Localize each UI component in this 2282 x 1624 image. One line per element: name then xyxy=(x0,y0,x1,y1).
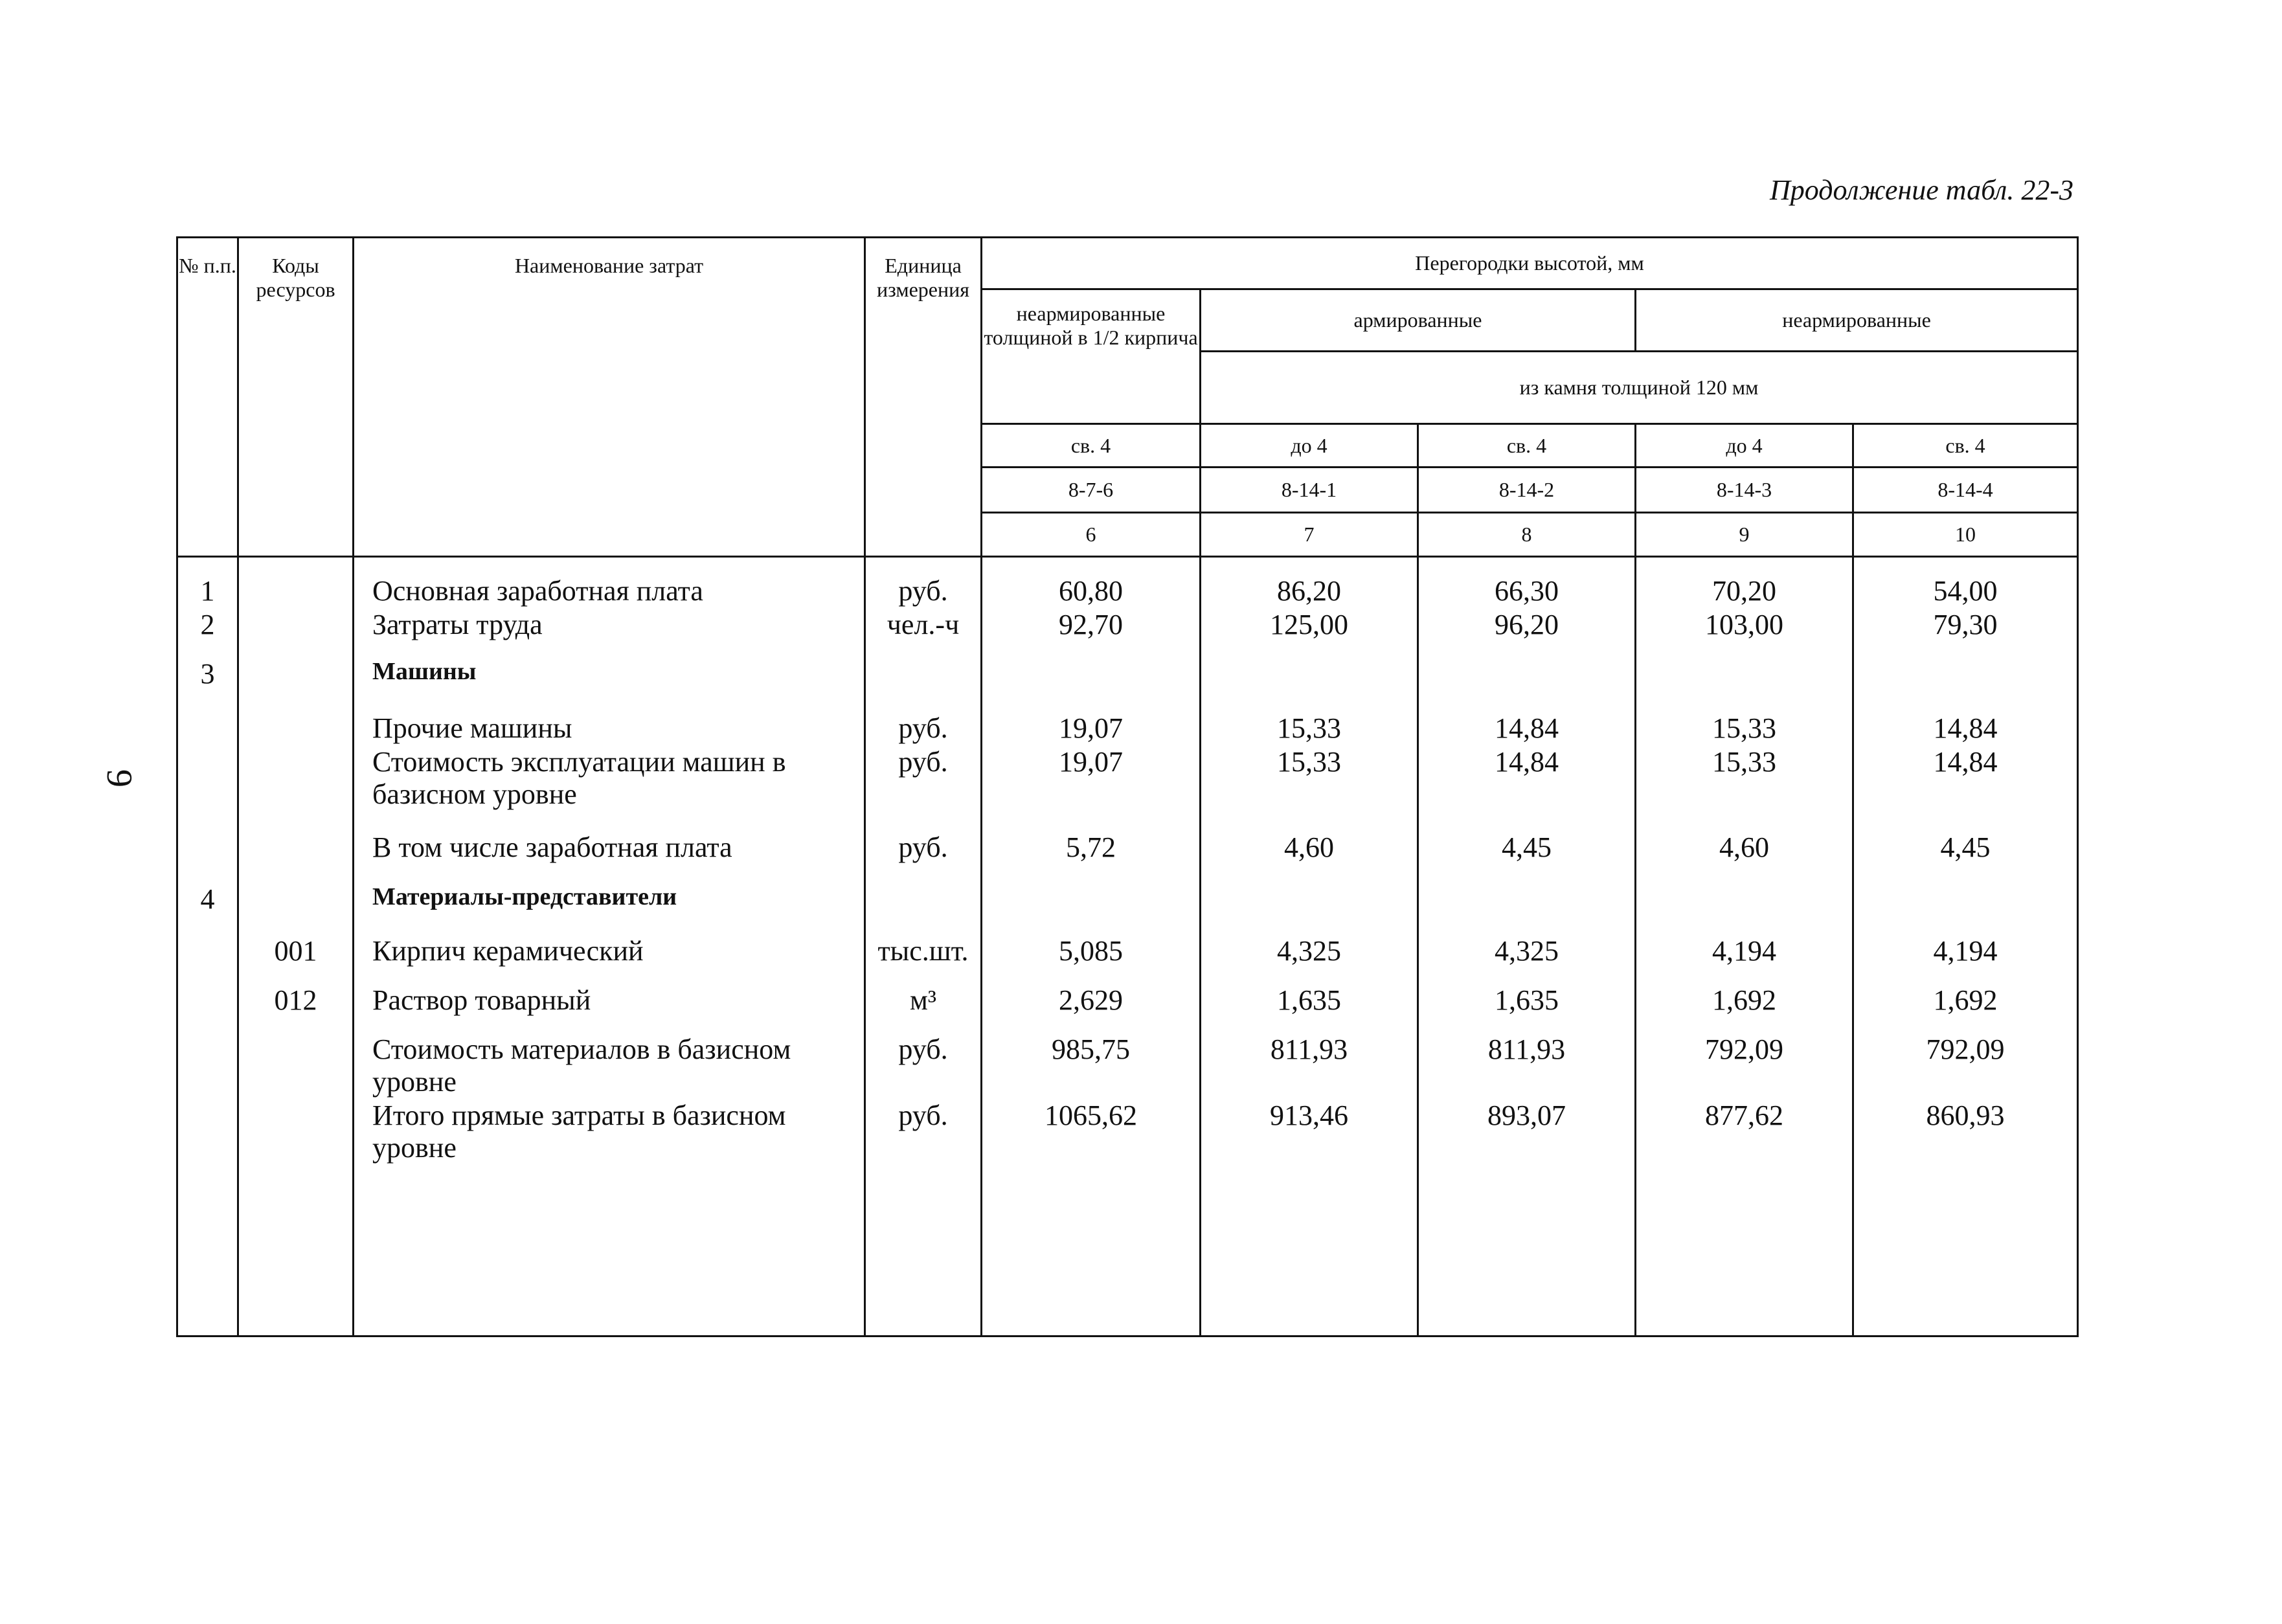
row-cost-name: Материалы-представители xyxy=(372,883,677,910)
row-unit: м³ xyxy=(909,984,937,1016)
row-value: 985,75 xyxy=(1052,1033,1130,1065)
header-group-title-text: Перегородки высотой, мм xyxy=(1415,251,1644,275)
header-code-8: 8-14-2 xyxy=(1418,468,1636,513)
row-value: 1,692 xyxy=(1933,984,1998,1016)
row-value: 86,20 xyxy=(1277,575,1341,607)
row-cost-name: Стоимость эксплуатации машин в xyxy=(372,746,786,778)
row-unit: руб. xyxy=(898,712,948,744)
header-num-label: № п.п. xyxy=(179,254,236,277)
row-value: 125,00 xyxy=(1270,609,1348,640)
row-resource-code: 001 xyxy=(274,935,317,967)
header-height-10: св. 4 xyxy=(1853,424,2078,468)
header-nonarmed-text: неармированные xyxy=(1782,308,1931,332)
row-value: 4,325 xyxy=(1277,935,1341,967)
header-colnum-10: 10 xyxy=(1853,513,2078,557)
body-code-column xyxy=(238,557,354,1336)
body-values-col-10 xyxy=(1853,557,2078,1336)
body-values-col-7 xyxy=(1201,557,1418,1336)
header-code-9: 8-14-3 xyxy=(1636,468,1853,513)
row-value: 4,194 xyxy=(1712,935,1776,967)
row-unit: тыс.шт. xyxy=(877,935,969,967)
row-cost-name-cont: уровне xyxy=(372,1132,457,1164)
body-num-column xyxy=(177,557,238,1336)
body-values-col-6 xyxy=(982,557,1201,1336)
header-height-7: до 4 xyxy=(1201,424,1418,468)
row-number: 2 xyxy=(200,609,215,640)
row-unit: руб. xyxy=(898,831,948,863)
header-colnum-7: 7 xyxy=(1201,513,1418,557)
row-value: 14,84 xyxy=(1495,712,1559,744)
header-unit xyxy=(865,238,982,557)
row-unit: руб. xyxy=(898,1033,948,1065)
row-value: 860,93 xyxy=(1926,1100,2005,1131)
header-col6-desc xyxy=(982,289,1201,424)
row-value: 14,84 xyxy=(1933,712,1998,744)
row-value: 877,62 xyxy=(1705,1100,1783,1131)
row-value: 913,46 xyxy=(1270,1100,1348,1131)
row-value: 60,80 xyxy=(1059,575,1123,607)
header-nonarmed xyxy=(1636,289,2078,352)
header-unit-label: Единица измерения xyxy=(877,254,969,301)
row-value: 14,84 xyxy=(1933,746,1998,778)
header-colnum-8: 8 xyxy=(1418,513,1636,557)
header-codes-label: Коды ресурсов xyxy=(256,254,335,301)
row-cost-name: Раствор товарный xyxy=(372,984,591,1016)
header-stone-text: из камня толщиной 120 мм xyxy=(1519,376,1759,400)
header-colnum-6: 6 xyxy=(982,513,1201,557)
row-value: 15,33 xyxy=(1712,712,1776,744)
resource-cost-table xyxy=(176,236,2079,1337)
row-value: 70,20 xyxy=(1712,575,1776,607)
row-cost-name: В том числе заработная плата xyxy=(372,831,732,863)
header-col6-desc-text: неармированные толщиной в 1/2 кирпича xyxy=(984,302,1198,349)
row-unit: руб. xyxy=(898,575,948,607)
row-value: 792,09 xyxy=(1926,1033,2005,1065)
header-group-title xyxy=(982,238,2078,289)
row-value: 4,60 xyxy=(1719,831,1769,863)
row-cost-name: Прочие машины xyxy=(372,712,572,744)
row-cost-name: Итого прямые затраты в базисном xyxy=(372,1100,786,1131)
header-name-label: Наименование затрат xyxy=(514,254,704,277)
header-code-6: 8-7-6 xyxy=(982,468,1201,513)
row-unit: руб. xyxy=(898,746,948,778)
row-value: 811,93 xyxy=(1487,1033,1566,1065)
row-cost-name-cont: уровне xyxy=(372,1066,457,1098)
header-name xyxy=(354,238,865,557)
header-num xyxy=(177,238,238,557)
row-cost-name-cont: базисном уровне xyxy=(372,778,577,810)
header-colnum-9: 9 xyxy=(1636,513,1853,557)
row-number: 4 xyxy=(200,883,215,915)
row-value: 15,33 xyxy=(1712,746,1776,778)
header-height-8: св. 4 xyxy=(1418,424,1636,468)
header-codes xyxy=(238,238,354,557)
row-value: 15,33 xyxy=(1277,746,1341,778)
row-value: 792,09 xyxy=(1705,1033,1783,1065)
row-value: 1065,62 xyxy=(1045,1100,1137,1131)
row-value: 4,45 xyxy=(1502,831,1552,863)
body-values-col-9 xyxy=(1636,557,1853,1336)
row-value: 1,692 xyxy=(1712,984,1776,1016)
row-value: 893,07 xyxy=(1487,1100,1566,1131)
row-value: 92,70 xyxy=(1059,609,1123,640)
header-armed-text: армированные xyxy=(1353,308,1482,332)
row-value: 4,45 xyxy=(1940,831,1991,863)
row-value: 79,30 xyxy=(1933,609,1998,640)
row-value: 19,07 xyxy=(1059,746,1123,778)
row-value: 14,84 xyxy=(1495,746,1559,778)
row-unit: руб. xyxy=(898,1100,948,1131)
row-cost-name: Стоимость материалов в базисном xyxy=(372,1033,791,1065)
header-stone xyxy=(1201,352,2078,424)
row-value: 66,30 xyxy=(1495,575,1559,607)
row-cost-name: Затраты труда xyxy=(372,609,543,640)
row-number: 3 xyxy=(200,658,215,690)
row-value: 19,07 xyxy=(1059,712,1123,744)
row-value: 811,93 xyxy=(1270,1033,1348,1065)
header-height-6: св. 4 xyxy=(982,424,1201,468)
header-armed xyxy=(1201,289,1636,352)
row-value: 5,085 xyxy=(1059,935,1123,967)
body-values-col-8 xyxy=(1418,557,1636,1336)
row-resource-code: 012 xyxy=(274,984,317,1016)
row-unit: чел.-ч xyxy=(887,609,960,640)
row-number: 1 xyxy=(200,575,215,607)
row-value: 4,60 xyxy=(1284,831,1334,863)
row-cost-name: Кирпич керамический xyxy=(372,935,644,967)
row-value: 5,72 xyxy=(1066,831,1116,863)
row-value: 103,00 xyxy=(1705,609,1783,640)
table-continuation-caption: Продолжение табл. 22-3 xyxy=(1770,174,2073,206)
header-height-9: до 4 xyxy=(1636,424,1853,468)
row-value: 4,325 xyxy=(1495,935,1559,967)
body-name-column xyxy=(354,557,865,1336)
page-number: 9 xyxy=(99,769,139,787)
body-unit-column xyxy=(865,557,982,1336)
row-value: 1,635 xyxy=(1277,984,1341,1016)
row-value: 1,635 xyxy=(1495,984,1559,1016)
row-value: 96,20 xyxy=(1495,609,1559,640)
row-cost-name: Основная заработная плата xyxy=(372,575,703,607)
header-code-7: 8-14-1 xyxy=(1201,468,1418,513)
row-value: 54,00 xyxy=(1933,575,1998,607)
row-value: 4,194 xyxy=(1933,935,1998,967)
header-code-10: 8-14-4 xyxy=(1853,468,2078,513)
row-value: 15,33 xyxy=(1277,712,1341,744)
row-cost-name: Машины xyxy=(372,658,477,685)
row-value: 2,629 xyxy=(1059,984,1123,1016)
